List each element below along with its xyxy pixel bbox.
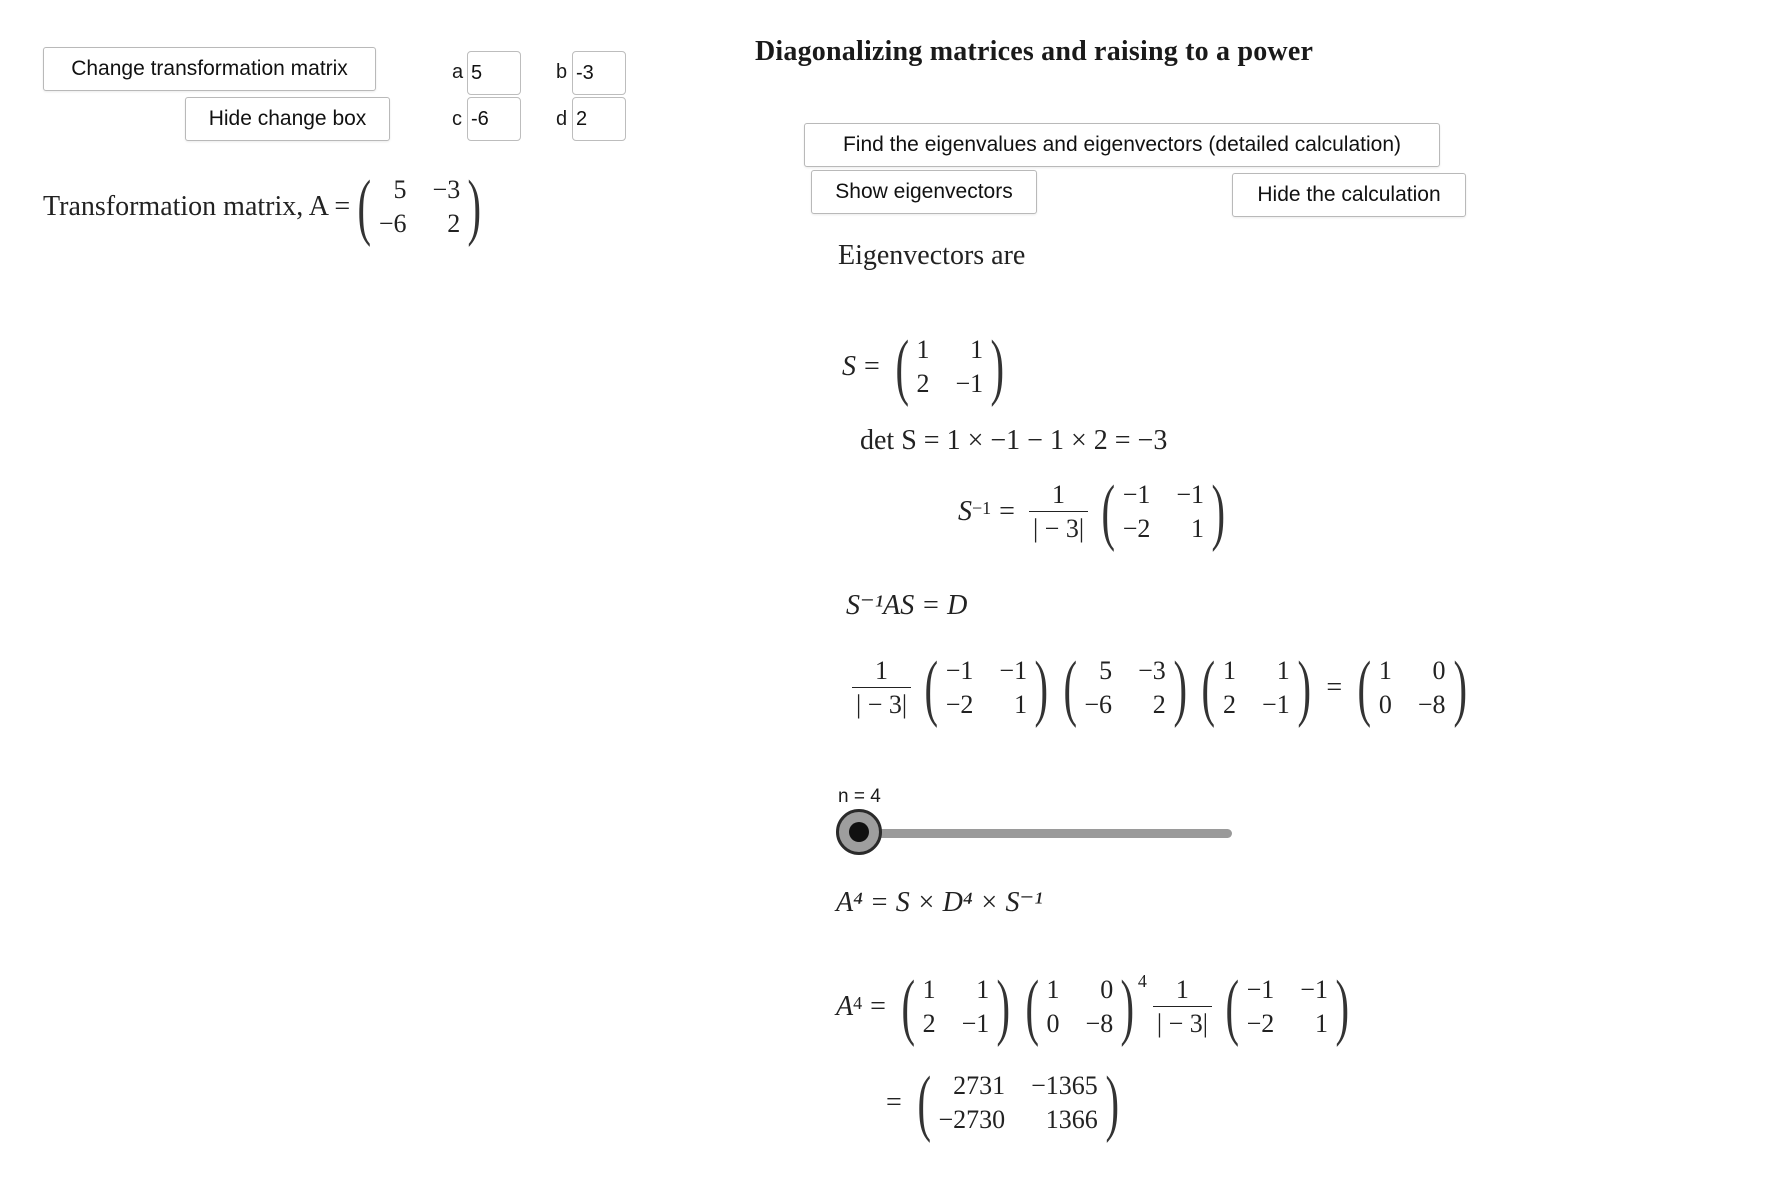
find-eigenvalues-button[interactable]: Find the eigenvalues and eigenvectors (detailed calculation) bbox=[804, 123, 1440, 167]
transformation-label: Transformation matrix, A = bbox=[43, 191, 351, 222]
transformation-matrix-display bbox=[43, 166, 489, 248]
matrix-a-cell: −3 bbox=[432, 175, 461, 204]
matrix-adjugate: ( −1 −1 −2 1 ) bbox=[1225, 966, 1350, 1048]
power-slider-track[interactable] bbox=[858, 829, 1232, 838]
hide-change-box-button[interactable]: Hide change box bbox=[185, 97, 390, 141]
power-formula: A⁴ = S × D⁴ × S⁻¹ bbox=[836, 887, 1043, 918]
matrix-s-cell: −1 bbox=[955, 369, 984, 398]
matrix-s-cell: 1 bbox=[970, 335, 984, 364]
matrix-s: ( 1 1 2 −1 ) bbox=[1201, 647, 1311, 729]
d-label: d bbox=[556, 108, 568, 130]
slider-label: n = 4 bbox=[838, 786, 881, 807]
page-title: Diagonalizing matrices and raising to a power bbox=[755, 36, 1314, 67]
c-input[interactable] bbox=[467, 97, 521, 141]
c-label: c bbox=[452, 108, 462, 130]
matrix-s: ( 1 1 2 −1 ) bbox=[901, 966, 1011, 1048]
b-label: b bbox=[556, 61, 568, 83]
power-result: = ( 2731 −1365 −2730 1366 ) bbox=[878, 1066, 1126, 1140]
matrix-adjugate: ( −1 −1 −2 1 ) bbox=[924, 647, 1049, 729]
matrix-a: ( 5 −3 −6 2 ) bbox=[1063, 647, 1187, 729]
matrix-s-cell: 2 bbox=[916, 369, 930, 398]
inverse-fraction: $\frac{1}{| - 3|}$ bbox=[1029, 481, 1088, 544]
matrix-a-cell: −6 bbox=[378, 209, 407, 238]
matrix-a: ( 5 −3 −6 2 ) bbox=[357, 166, 482, 248]
b-input[interactable] bbox=[572, 51, 626, 95]
change-transformation-matrix-button[interactable]: Change transformation matrix bbox=[43, 47, 376, 91]
eigenvectors-text: Eigenvectors are bbox=[838, 240, 1026, 271]
power-expansion: A 4 = ( 1 1 2 −1 ) ( 1 0 0 −8 ) 4 $\frac{1}{| - 3|}$ ( −1 −1 −2 1 ) bbox=[836, 970, 1357, 1044]
matrix-a-cell: 2 bbox=[447, 209, 461, 238]
s-matrix-line: S = ( 1 1 2 −1 ) bbox=[842, 330, 1012, 404]
matrix-d: ( 1 0 0 −8 ) bbox=[1357, 647, 1467, 729]
power-slider-handle[interactable] bbox=[836, 809, 882, 855]
matrix-adjugate: ( −1 −1 −2 1 ) bbox=[1101, 471, 1226, 553]
s-symbol: S bbox=[842, 351, 856, 382]
matrix-s: ( 1 1 2 −1 ) bbox=[895, 326, 1005, 408]
s-inverse-line: S −1 = $\frac{1}{| - 3|}$ ( −1 −1 −2 1 ) bbox=[958, 475, 1233, 549]
show-eigenvectors-button[interactable]: Show eigenvectors bbox=[811, 170, 1037, 214]
a-input[interactable] bbox=[467, 51, 521, 95]
diagonalization-product: $\frac{1}{| - 3|}$ ( −1 −1 −2 1 ) ( 5 −3 −6 2 ) ( 1 1 2 −1 ) = ( 1 0 0 −8 ) bbox=[846, 651, 1474, 725]
matrix-d: ( 1 0 0 −8 ) bbox=[1025, 966, 1135, 1048]
matrix-result: ( 2731 −1365 −2730 1366 ) bbox=[917, 1062, 1119, 1144]
a-label: a bbox=[452, 61, 464, 83]
d-input[interactable] bbox=[572, 97, 626, 141]
hide-calculation-button[interactable]: Hide the calculation bbox=[1232, 173, 1466, 217]
matrix-a-cell: 5 bbox=[393, 175, 407, 204]
diagonalization-equation: S⁻¹AS = D bbox=[846, 590, 968, 621]
matrix-s-cell: 1 bbox=[916, 335, 930, 364]
determinant-line: det S = 1 × −1 − 1 × 2 = −3 bbox=[860, 425, 1168, 456]
